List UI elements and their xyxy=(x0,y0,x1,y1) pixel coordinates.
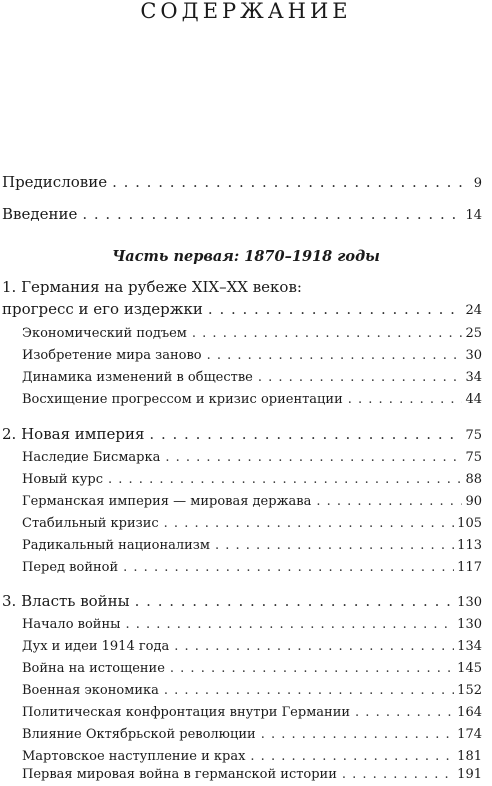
dot-leader xyxy=(164,680,454,702)
toc-entry-section[interactable] xyxy=(0,702,492,724)
toc-entry-introduction[interactable] xyxy=(0,203,492,227)
toc-entry-title: Стабильный кризис xyxy=(22,516,159,531)
dot-leader xyxy=(174,636,454,658)
dot-leader xyxy=(261,724,454,746)
toc-entry-section[interactable] xyxy=(0,724,492,746)
toc-entry-page: 24 xyxy=(465,303,482,318)
dot-leader xyxy=(207,345,463,367)
toc-entry-title: Мартовское наступление и крах xyxy=(22,749,246,764)
dot-leader xyxy=(112,171,471,193)
toc-entry-section[interactable] xyxy=(0,614,492,636)
dot-leader xyxy=(135,590,455,612)
toc-entry-page: 130 xyxy=(457,617,482,632)
toc-entry-page: 181 xyxy=(457,749,482,764)
toc-entry-title: Динамика изменений в обществе xyxy=(22,370,253,385)
dot-leader xyxy=(348,389,463,411)
toc-entry-page: 105 xyxy=(457,516,482,531)
toc-entry-title: Влияние Октябрьской революции xyxy=(22,727,256,742)
toc-entry-page: 88 xyxy=(465,472,482,487)
toc-entry-section[interactable] xyxy=(0,469,492,491)
toc-entry-page: 9 xyxy=(473,176,482,191)
toc-entry-section[interactable] xyxy=(0,557,492,579)
toc-entry-page: 134 xyxy=(457,639,482,654)
toc-entry-title: Введение xyxy=(2,205,78,223)
toc-entry-title: Германская империя — мировая держава xyxy=(22,494,312,509)
toc-entry-title: Война на истощение xyxy=(22,661,165,676)
toc-entry-title: Изобретение мира заново xyxy=(22,348,202,363)
toc-entry-title: Начало войны xyxy=(22,617,121,632)
toc-entry-page: 130 xyxy=(457,595,482,610)
dot-leader xyxy=(192,323,463,345)
toc-entry-section[interactable] xyxy=(0,658,492,680)
toc-entry-title: Восхищение прогрессом и кризис ориентации xyxy=(22,392,343,407)
toc-entry-page: 14 xyxy=(465,208,482,223)
toc-entry-page: 90 xyxy=(465,494,482,509)
toc-entry-title: Радикальный национализм xyxy=(22,538,210,553)
toc-entry-section[interactable] xyxy=(0,636,492,658)
toc-entry-preface[interactable] xyxy=(0,171,492,195)
toc-entry-title: Дух и идеи 1914 года xyxy=(22,639,170,654)
toc-entry-title: Перед войной xyxy=(22,560,119,575)
dot-leader xyxy=(342,764,454,786)
toc-entry-chapter-2[interactable] xyxy=(0,423,492,447)
toc-entry-title: прогресс и его издержки xyxy=(2,300,203,318)
toc-entry-page: 44 xyxy=(465,392,482,407)
toc-entry-title: Политическая конфронтация внутри Германии xyxy=(22,705,351,720)
toc-entry-title: Военная экономика xyxy=(22,683,159,698)
dot-leader xyxy=(316,491,462,513)
toc-entry-page: 75 xyxy=(465,450,482,465)
toc-entry-section[interactable] xyxy=(0,535,492,557)
toc-entry-page: 30 xyxy=(465,348,482,363)
toc-entry-title: Наследие Бисмарка xyxy=(22,450,161,465)
toc-entry-page: 174 xyxy=(457,727,482,742)
toc-entry-page: 191 xyxy=(457,767,482,782)
toc-entry-section[interactable] xyxy=(0,345,492,367)
dot-leader xyxy=(125,614,454,636)
dot-leader xyxy=(82,203,462,225)
toc-entry-section[interactable] xyxy=(0,389,492,411)
toc-entry-title: Экономический подъем xyxy=(22,326,187,341)
dot-leader xyxy=(108,469,462,491)
toc-entry-title: Новый курс xyxy=(22,472,104,487)
toc-entry-title: Первая мировая война в германской истории xyxy=(22,767,337,782)
chapter-title-line[interactable]: 1. Германия на рубеже XIX–XX веков: xyxy=(2,278,302,296)
dot-leader xyxy=(208,298,463,320)
toc-entry-section[interactable] xyxy=(0,323,492,345)
toc-entry-page: 34 xyxy=(465,370,482,385)
toc-entry-section[interactable] xyxy=(0,447,492,469)
toc-entry-title: 3. Власть войны xyxy=(2,592,130,610)
toc-entry-page: 117 xyxy=(457,560,482,575)
toc-entry-section[interactable] xyxy=(0,367,492,389)
dot-leader xyxy=(149,423,462,445)
toc-entry-page: 113 xyxy=(457,538,482,553)
page-title: СОДЕРЖАНИЕ xyxy=(140,0,352,23)
dot-leader xyxy=(123,557,454,579)
dot-leader xyxy=(215,535,454,557)
dot-leader xyxy=(355,702,454,724)
toc-entry-page: 75 xyxy=(465,428,482,443)
dot-leader xyxy=(170,658,454,680)
dot-leader xyxy=(164,513,455,535)
toc-entry-section[interactable] xyxy=(0,513,492,535)
toc-entry-title: Предисловие xyxy=(2,173,108,191)
dot-leader xyxy=(258,367,463,389)
toc-entry-chapter-3[interactable] xyxy=(0,590,492,614)
toc-entry-page: 145 xyxy=(457,661,482,676)
dot-leader xyxy=(165,447,462,469)
toc-entry-page: 152 xyxy=(457,683,482,698)
toc-entry-page: 25 xyxy=(465,326,482,341)
part-heading: Часть первая: 1870–1918 годы xyxy=(112,248,380,265)
toc-entry-section[interactable] xyxy=(0,764,492,786)
toc-entry-section[interactable] xyxy=(0,491,492,513)
toc-entry-chapter-1[interactable] xyxy=(0,298,492,322)
toc-entry-page: 164 xyxy=(457,705,482,720)
toc-entry-section[interactable] xyxy=(0,680,492,702)
toc-entry-title: 2. Новая империя xyxy=(2,425,145,443)
